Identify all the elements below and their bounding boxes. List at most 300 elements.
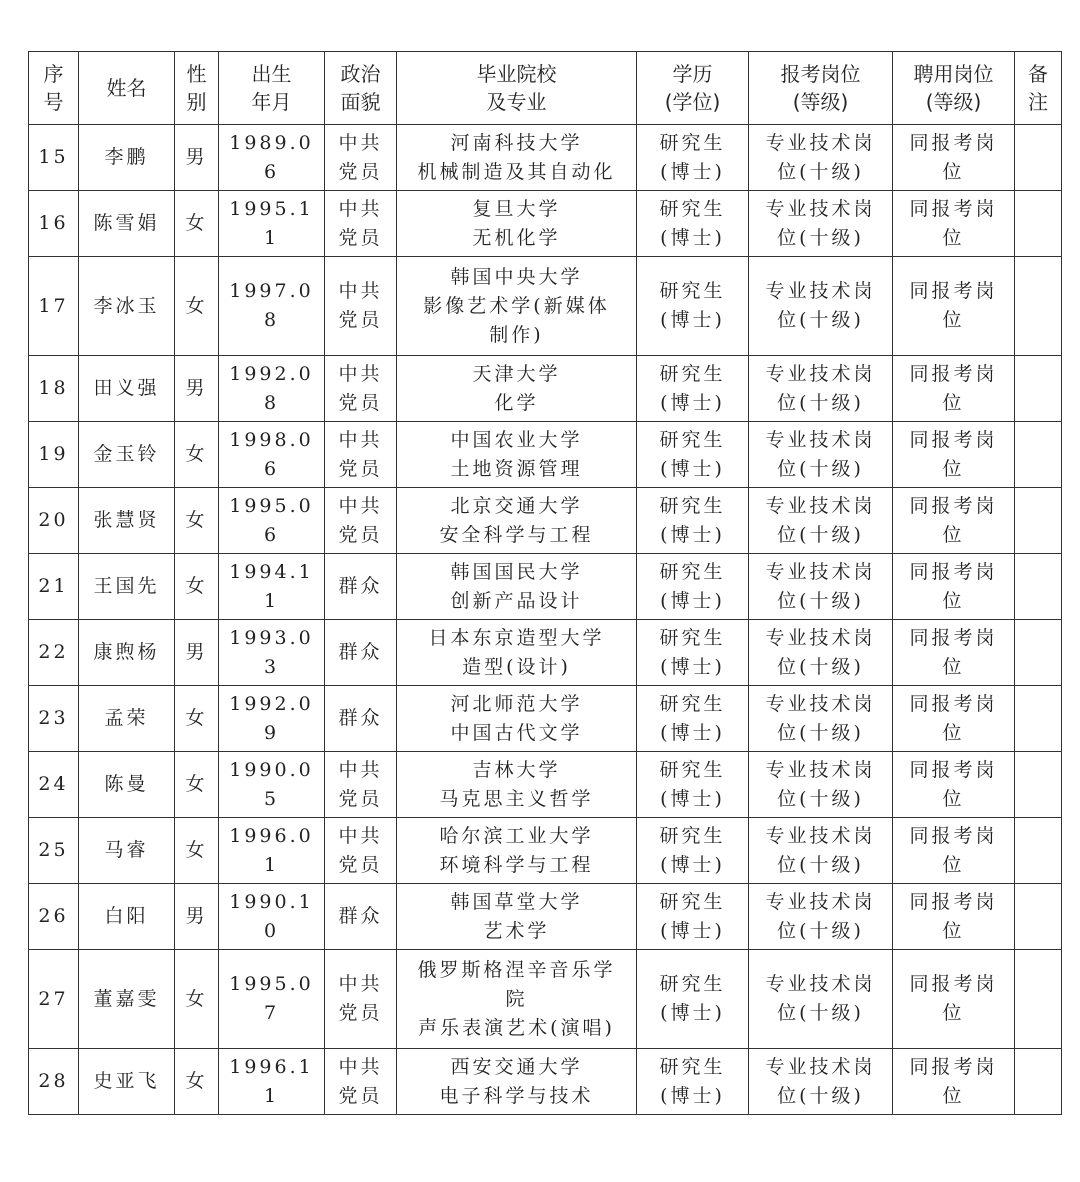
cell-political bbox=[325, 125, 397, 191]
cell-hire-line: 位 bbox=[942, 919, 965, 942]
cell-remark bbox=[1015, 488, 1062, 554]
cell-hire-line: 同报考岗 bbox=[909, 362, 998, 385]
cell-political bbox=[325, 257, 397, 356]
cell-political-line: 群众 bbox=[338, 641, 383, 663]
cell-birth-line: 1995.0 bbox=[229, 973, 314, 995]
cell-political-line: 党员 bbox=[338, 160, 383, 183]
cell-political-line: 中共 bbox=[338, 197, 383, 220]
cell-school bbox=[397, 950, 637, 1049]
cell-school-line: 电子科学与技术 bbox=[439, 1084, 594, 1107]
cell-remark bbox=[1015, 191, 1062, 257]
table-row bbox=[29, 554, 1062, 620]
header-seq: 序 号 bbox=[29, 52, 79, 125]
cell-gender: 女 bbox=[175, 818, 219, 884]
cell-gender: 女 bbox=[175, 257, 219, 356]
cell-school-line: 制作) bbox=[489, 323, 544, 346]
cell-birth-line: 1990.0 bbox=[229, 758, 314, 781]
cell-hire bbox=[893, 884, 1015, 950]
cell-post bbox=[749, 422, 893, 488]
cell-school bbox=[397, 125, 637, 191]
cell-political-line: 群众 bbox=[338, 575, 383, 597]
cell-edu bbox=[637, 488, 749, 554]
cell-edu bbox=[637, 686, 749, 752]
cell-political bbox=[325, 1049, 397, 1115]
cell-remark bbox=[1015, 686, 1062, 752]
cell-birth bbox=[219, 488, 325, 554]
cell-seq: 19 bbox=[29, 422, 79, 488]
cell-edu-line: (博士) bbox=[660, 787, 725, 810]
cell-post-line: 专业技术岗 bbox=[765, 280, 876, 302]
cell-post bbox=[749, 125, 893, 191]
cell-birth-line: 1989.0 bbox=[229, 131, 314, 154]
cell-hire-line: 位 bbox=[942, 523, 965, 546]
cell-birth bbox=[219, 356, 325, 422]
cell-political-line: 党员 bbox=[338, 523, 383, 546]
cell-edu-line: 研究生 bbox=[659, 494, 726, 517]
cell-hire bbox=[893, 125, 1015, 191]
cell-post-line: 位(十级) bbox=[777, 160, 864, 183]
cell-post-line: 专业技术岗 bbox=[765, 824, 876, 847]
cell-name: 史亚飞 bbox=[79, 1049, 175, 1115]
header-birth: 出生 年月 bbox=[219, 52, 325, 125]
cell-birth-line: 8 bbox=[263, 309, 280, 331]
cell-birth-line: 6 bbox=[263, 160, 280, 183]
cell-post-line: 专业技术岗 bbox=[765, 428, 876, 451]
cell-school-line: 影像艺术学(新媒体 bbox=[423, 294, 610, 317]
cell-post bbox=[749, 257, 893, 356]
cell-birth-line: 1990.1 bbox=[229, 890, 314, 913]
cell-school-line: 环境科学与工程 bbox=[439, 853, 594, 876]
cell-birth bbox=[219, 554, 325, 620]
cell-hire-line: 位 bbox=[942, 655, 965, 678]
cell-birth bbox=[219, 125, 325, 191]
cell-political bbox=[325, 818, 397, 884]
table-row bbox=[29, 356, 1062, 422]
cell-edu-line: (博士) bbox=[660, 226, 725, 249]
header-political: 政治 面貌 bbox=[325, 52, 397, 125]
cell-seq: 15 bbox=[29, 125, 79, 191]
cell-school bbox=[397, 884, 637, 950]
cell-edu bbox=[637, 818, 749, 884]
cell-edu-line: 研究生 bbox=[659, 973, 726, 995]
personnel-table bbox=[28, 51, 1062, 1115]
cell-gender: 男 bbox=[175, 620, 219, 686]
cell-post-line: 位(十级) bbox=[777, 787, 864, 810]
cell-edu-line: (博士) bbox=[660, 523, 725, 546]
cell-post-line: 位(十级) bbox=[777, 655, 864, 678]
cell-post-line: 专业技术岗 bbox=[765, 758, 876, 781]
cell-school-line: 吉林大学 bbox=[472, 758, 561, 781]
cell-birth-line: 1997.0 bbox=[229, 280, 314, 302]
cell-political bbox=[325, 488, 397, 554]
cell-school-line: 马克思主义哲学 bbox=[439, 787, 594, 810]
cell-edu-line: (博士) bbox=[660, 853, 725, 876]
cell-school-line: 院 bbox=[505, 987, 528, 1010]
cell-hire-line: 同报考岗 bbox=[909, 692, 998, 715]
cell-name: 康煦杨 bbox=[79, 620, 175, 686]
cell-hire-line: 位 bbox=[942, 1084, 965, 1107]
cell-gender: 男 bbox=[175, 125, 219, 191]
cell-political-line: 中共 bbox=[338, 494, 383, 517]
cell-edu bbox=[637, 950, 749, 1049]
cell-school bbox=[397, 620, 637, 686]
cell-edu bbox=[637, 422, 749, 488]
cell-birth-line: 6 bbox=[263, 523, 280, 546]
cell-political-line: 群众 bbox=[338, 707, 383, 729]
cell-birth bbox=[219, 620, 325, 686]
cell-political bbox=[325, 620, 397, 686]
cell-school bbox=[397, 554, 637, 620]
cell-political-line: 中共 bbox=[338, 824, 383, 847]
cell-political-line: 中共 bbox=[338, 758, 383, 781]
cell-political bbox=[325, 686, 397, 752]
cell-school-line: 韩国草堂大学 bbox=[450, 890, 583, 913]
cell-political-line: 党员 bbox=[338, 391, 383, 414]
cell-birth-line: 1 bbox=[263, 1084, 280, 1107]
cell-political bbox=[325, 422, 397, 488]
cell-birth bbox=[219, 818, 325, 884]
cell-post-line: 专业技术岗 bbox=[765, 973, 876, 995]
cell-school-line: 河北师范大学 bbox=[450, 692, 583, 715]
cell-gender: 女 bbox=[175, 191, 219, 257]
cell-edu bbox=[637, 752, 749, 818]
cell-political bbox=[325, 950, 397, 1049]
cell-seq: 25 bbox=[29, 818, 79, 884]
cell-seq: 20 bbox=[29, 488, 79, 554]
cell-name: 李鹏 bbox=[79, 125, 175, 191]
cell-hire bbox=[893, 257, 1015, 356]
cell-hire-line: 同报考岗 bbox=[909, 824, 998, 847]
cell-post-line: 专业技术岗 bbox=[765, 197, 876, 220]
cell-remark bbox=[1015, 257, 1062, 356]
cell-school-line: 艺术学 bbox=[483, 919, 550, 942]
cell-hire-line: 位 bbox=[942, 589, 965, 612]
cell-birth-line: 1992.0 bbox=[229, 362, 314, 385]
cell-school-line: 无机化学 bbox=[472, 226, 561, 249]
cell-name: 张慧贤 bbox=[79, 488, 175, 554]
cell-political-line: 党员 bbox=[338, 226, 383, 249]
cell-name: 孟荣 bbox=[79, 686, 175, 752]
cell-post bbox=[749, 620, 893, 686]
cell-hire bbox=[893, 1049, 1015, 1115]
cell-edu-line: 研究生 bbox=[659, 362, 726, 385]
cell-political-line: 党员 bbox=[338, 309, 383, 331]
cell-school-line: 声乐表演艺术(演唱) bbox=[418, 1016, 615, 1039]
cell-school-line: 造型(设计) bbox=[462, 655, 571, 678]
cell-edu bbox=[637, 554, 749, 620]
table-row bbox=[29, 620, 1062, 686]
cell-remark bbox=[1015, 818, 1062, 884]
cell-hire bbox=[893, 422, 1015, 488]
table-row bbox=[29, 818, 1062, 884]
table-row bbox=[29, 125, 1062, 191]
cell-hire bbox=[893, 356, 1015, 422]
cell-birth-line: 7 bbox=[263, 1002, 280, 1024]
cell-birth-line: 1998.0 bbox=[229, 428, 314, 451]
cell-post-line: 专业技术岗 bbox=[765, 626, 876, 649]
cell-post-line: 位(十级) bbox=[777, 1002, 864, 1024]
cell-hire-line: 同报考岗 bbox=[909, 428, 998, 451]
cell-hire-line: 同报考岗 bbox=[909, 560, 998, 583]
cell-seq: 17 bbox=[29, 257, 79, 356]
cell-birth-line: 1 bbox=[263, 853, 280, 876]
cell-name: 马睿 bbox=[79, 818, 175, 884]
cell-political-line: 中共 bbox=[338, 280, 383, 302]
cell-post bbox=[749, 554, 893, 620]
cell-remark bbox=[1015, 884, 1062, 950]
cell-name: 王国先 bbox=[79, 554, 175, 620]
cell-political bbox=[325, 356, 397, 422]
cell-birth-line: 1 bbox=[263, 226, 280, 249]
cell-birth-line: 1995.0 bbox=[229, 494, 314, 517]
cell-seq: 24 bbox=[29, 752, 79, 818]
cell-post-line: 专业技术岗 bbox=[765, 1055, 876, 1078]
cell-edu-line: 研究生 bbox=[659, 626, 726, 649]
cell-school-line: 机械制造及其自动化 bbox=[417, 160, 616, 183]
cell-name: 董嘉雯 bbox=[79, 950, 175, 1049]
cell-edu-line: (博士) bbox=[660, 721, 725, 744]
cell-name: 田义强 bbox=[79, 356, 175, 422]
cell-birth bbox=[219, 422, 325, 488]
cell-remark bbox=[1015, 125, 1062, 191]
cell-school-line: 创新产品设计 bbox=[450, 589, 583, 612]
cell-school bbox=[397, 752, 637, 818]
cell-name: 李冰玉 bbox=[79, 257, 175, 356]
cell-gender: 女 bbox=[175, 686, 219, 752]
cell-gender: 女 bbox=[175, 1049, 219, 1115]
cell-edu-line: 研究生 bbox=[659, 692, 726, 715]
cell-name: 陈雪娟 bbox=[79, 191, 175, 257]
cell-post-line: 位(十级) bbox=[777, 721, 864, 744]
cell-birth-line: 1993.0 bbox=[229, 626, 314, 649]
cell-hire bbox=[893, 950, 1015, 1049]
cell-hire bbox=[893, 554, 1015, 620]
cell-hire-line: 位 bbox=[942, 853, 965, 876]
cell-hire-line: 同报考岗 bbox=[909, 758, 998, 781]
table-row bbox=[29, 884, 1062, 950]
cell-hire-line: 同报考岗 bbox=[909, 197, 998, 220]
cell-school-line: 韩国国民大学 bbox=[450, 560, 583, 583]
cell-post bbox=[749, 884, 893, 950]
cell-political-line: 群众 bbox=[338, 905, 383, 927]
table-row bbox=[29, 1049, 1062, 1115]
cell-edu-line: 研究生 bbox=[659, 560, 726, 583]
header-gender: 性 别 bbox=[175, 52, 219, 125]
cell-school-line: 土地资源管理 bbox=[450, 457, 583, 480]
cell-post bbox=[749, 1049, 893, 1115]
cell-political-line: 党员 bbox=[338, 853, 383, 876]
cell-birth-line: 6 bbox=[263, 457, 280, 480]
cell-birth-line: 1996.1 bbox=[229, 1055, 314, 1078]
header-edu: 学历 (学位) bbox=[637, 52, 749, 125]
cell-edu-line: (博士) bbox=[660, 919, 725, 942]
cell-remark bbox=[1015, 752, 1062, 818]
cell-birth bbox=[219, 752, 325, 818]
cell-birth bbox=[219, 884, 325, 950]
cell-hire-line: 位 bbox=[942, 1002, 965, 1024]
cell-gender: 男 bbox=[175, 356, 219, 422]
cell-birth-line: 8 bbox=[263, 391, 280, 414]
cell-gender: 男 bbox=[175, 884, 219, 950]
cell-edu bbox=[637, 356, 749, 422]
cell-political bbox=[325, 884, 397, 950]
cell-hire-line: 位 bbox=[942, 391, 965, 414]
cell-post-line: 专业技术岗 bbox=[765, 692, 876, 715]
header-school: 毕业院校 及专业 bbox=[397, 52, 637, 125]
cell-hire bbox=[893, 818, 1015, 884]
cell-political-line: 中共 bbox=[338, 131, 383, 154]
cell-name: 陈曼 bbox=[79, 752, 175, 818]
cell-edu-line: (博士) bbox=[660, 1084, 725, 1107]
cell-school bbox=[397, 191, 637, 257]
cell-hire-line: 同报考岗 bbox=[909, 626, 998, 649]
cell-remark bbox=[1015, 620, 1062, 686]
table-row bbox=[29, 950, 1062, 1049]
cell-edu-line: (博士) bbox=[660, 457, 725, 480]
cell-school-line: 西安交通大学 bbox=[450, 1055, 583, 1078]
cell-hire-line: 同报考岗 bbox=[909, 131, 998, 154]
cell-post-line: 专业技术岗 bbox=[765, 494, 876, 517]
cell-seq: 16 bbox=[29, 191, 79, 257]
cell-post bbox=[749, 488, 893, 554]
cell-post-line: 位(十级) bbox=[777, 226, 864, 249]
cell-edu bbox=[637, 884, 749, 950]
cell-birth-line: 1996.0 bbox=[229, 824, 314, 847]
header-row bbox=[29, 52, 1062, 125]
cell-birth-line: 1992.0 bbox=[229, 692, 314, 715]
cell-political bbox=[325, 554, 397, 620]
header-name: 姓名 bbox=[79, 52, 175, 125]
cell-edu bbox=[637, 620, 749, 686]
cell-birth-line: 9 bbox=[263, 721, 280, 744]
cell-edu-line: (博士) bbox=[660, 309, 725, 331]
cell-hire-line: 同报考岗 bbox=[909, 890, 998, 913]
cell-hire-line: 位 bbox=[942, 787, 965, 810]
cell-post-line: 位(十级) bbox=[777, 309, 864, 331]
header-hire: 聘用岗位 (等级) bbox=[893, 52, 1015, 125]
cell-post-line: 专业技术岗 bbox=[765, 131, 876, 154]
cell-edu bbox=[637, 257, 749, 356]
cell-birth bbox=[219, 191, 325, 257]
cell-remark bbox=[1015, 422, 1062, 488]
cell-remark bbox=[1015, 1049, 1062, 1115]
cell-seq: 22 bbox=[29, 620, 79, 686]
cell-birth bbox=[219, 1049, 325, 1115]
cell-hire-line: 位 bbox=[942, 457, 965, 480]
cell-birth-line: 0 bbox=[263, 919, 280, 942]
cell-birth-line: 3 bbox=[263, 655, 280, 678]
cell-edu-line: (博士) bbox=[660, 391, 725, 414]
cell-post-line: 位(十级) bbox=[777, 1084, 864, 1107]
cell-post-line: 专业技术岗 bbox=[765, 362, 876, 385]
cell-gender: 女 bbox=[175, 488, 219, 554]
cell-hire bbox=[893, 686, 1015, 752]
header-post: 报考岗位 (等级) bbox=[749, 52, 893, 125]
cell-edu-line: 研究生 bbox=[659, 890, 726, 913]
cell-birth bbox=[219, 950, 325, 1049]
cell-post-line: 位(十级) bbox=[777, 589, 864, 612]
cell-school-line: 韩国中央大学 bbox=[450, 265, 583, 288]
cell-gender: 女 bbox=[175, 752, 219, 818]
cell-seq: 27 bbox=[29, 950, 79, 1049]
cell-political-line: 党员 bbox=[338, 1084, 383, 1107]
cell-political-line: 中共 bbox=[338, 973, 383, 995]
cell-name: 白阳 bbox=[79, 884, 175, 950]
cell-gender: 女 bbox=[175, 950, 219, 1049]
cell-hire-line: 位 bbox=[942, 226, 965, 249]
cell-political bbox=[325, 191, 397, 257]
cell-school-line: 化学 bbox=[494, 391, 539, 414]
cell-post bbox=[749, 950, 893, 1049]
cell-political-line: 中共 bbox=[338, 428, 383, 451]
cell-school-line: 北京交通大学 bbox=[450, 494, 583, 517]
cell-political-line: 中共 bbox=[338, 1055, 383, 1078]
cell-hire-line: 位 bbox=[942, 309, 965, 331]
cell-seq: 18 bbox=[29, 356, 79, 422]
cell-post bbox=[749, 752, 893, 818]
cell-post-line: 位(十级) bbox=[777, 919, 864, 942]
cell-birth-line: 1995.1 bbox=[229, 197, 314, 220]
table-row bbox=[29, 488, 1062, 554]
cell-school-line: 俄罗斯格涅辛音乐学 bbox=[417, 958, 616, 981]
cell-political-line: 党员 bbox=[338, 457, 383, 480]
cell-school-line: 河南科技大学 bbox=[450, 131, 583, 154]
cell-hire bbox=[893, 191, 1015, 257]
cell-seq: 21 bbox=[29, 554, 79, 620]
table-row bbox=[29, 191, 1062, 257]
cell-political-line: 党员 bbox=[338, 1002, 383, 1024]
cell-hire-line: 同报考岗 bbox=[909, 280, 998, 302]
cell-political-line: 党员 bbox=[338, 787, 383, 810]
cell-hire bbox=[893, 488, 1015, 554]
cell-hire-line: 位 bbox=[942, 160, 965, 183]
cell-post bbox=[749, 818, 893, 884]
cell-edu-line: (博士) bbox=[660, 160, 725, 183]
cell-edu-line: 研究生 bbox=[659, 197, 726, 220]
cell-edu bbox=[637, 191, 749, 257]
cell-birth bbox=[219, 686, 325, 752]
cell-post-line: 专业技术岗 bbox=[765, 560, 876, 583]
cell-edu-line: (博士) bbox=[660, 655, 725, 678]
cell-post-line: 专业技术岗 bbox=[765, 890, 876, 913]
cell-hire-line: 同报考岗 bbox=[909, 973, 998, 995]
cell-seq: 28 bbox=[29, 1049, 79, 1115]
cell-school-line: 中国农业大学 bbox=[450, 428, 583, 451]
cell-name: 金玉铃 bbox=[79, 422, 175, 488]
cell-school bbox=[397, 1049, 637, 1115]
cell-edu-line: 研究生 bbox=[659, 428, 726, 451]
cell-school bbox=[397, 818, 637, 884]
cell-school-line: 天津大学 bbox=[472, 362, 561, 385]
cell-school bbox=[397, 488, 637, 554]
cell-birth bbox=[219, 257, 325, 356]
cell-edu-line: 研究生 bbox=[659, 131, 726, 154]
cell-post-line: 位(十级) bbox=[777, 391, 864, 414]
cell-hire-line: 同报考岗 bbox=[909, 1055, 998, 1078]
cell-remark bbox=[1015, 554, 1062, 620]
cell-edu-line: 研究生 bbox=[659, 1055, 726, 1078]
cell-edu-line: 研究生 bbox=[659, 758, 726, 781]
cell-remark bbox=[1015, 356, 1062, 422]
cell-birth-line: 1994.1 bbox=[229, 560, 314, 583]
cell-political-line: 中共 bbox=[338, 362, 383, 385]
cell-edu-line: (博士) bbox=[660, 1002, 725, 1024]
cell-birth-line: 5 bbox=[263, 787, 280, 810]
cell-seq: 26 bbox=[29, 884, 79, 950]
cell-edu bbox=[637, 1049, 749, 1115]
cell-hire-line: 位 bbox=[942, 721, 965, 744]
cell-school bbox=[397, 356, 637, 422]
